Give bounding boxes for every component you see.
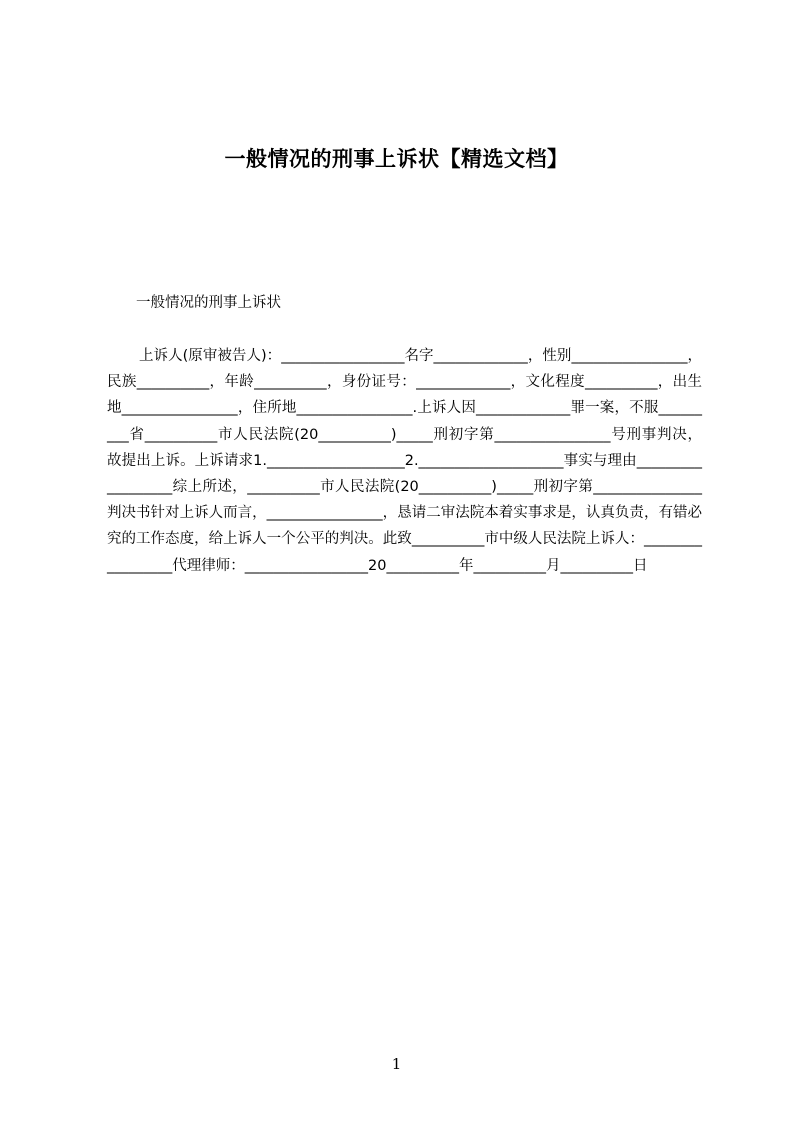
page-number: 1 <box>391 1055 402 1073</box>
document-subtitle: 一般情况的刑事上诉状 <box>136 295 281 311</box>
document-title: 一般情况的刑事上诉状【精选文档】 <box>224 147 569 171</box>
appeal-body-paragraph: 上诉人(原审被告人)：_________________名字_____________，性别________________，民族__________，年龄__________，身份证号：_____________，文化程度__________，出生地________________，住所地________________.上诉人因_____________罪一案，不服_________省__________市人民法院(20__________)_____刑初字第________________号刑事判决，故提出上诉。上诉请求1.___________________2.____________________事实与理由__________________综上所述，__________市人民法院(20__________)_____刑初字第_______________判决书针对上诉人而言，________________，恳请二审法院本着实事求是，认真负责，有错必究的工作态度，给上诉人一个公平的判决。此致__________市中级人民法院上诉人：_________________代理律师：_________________20__________年__________月__________日 <box>107 348 702 574</box>
